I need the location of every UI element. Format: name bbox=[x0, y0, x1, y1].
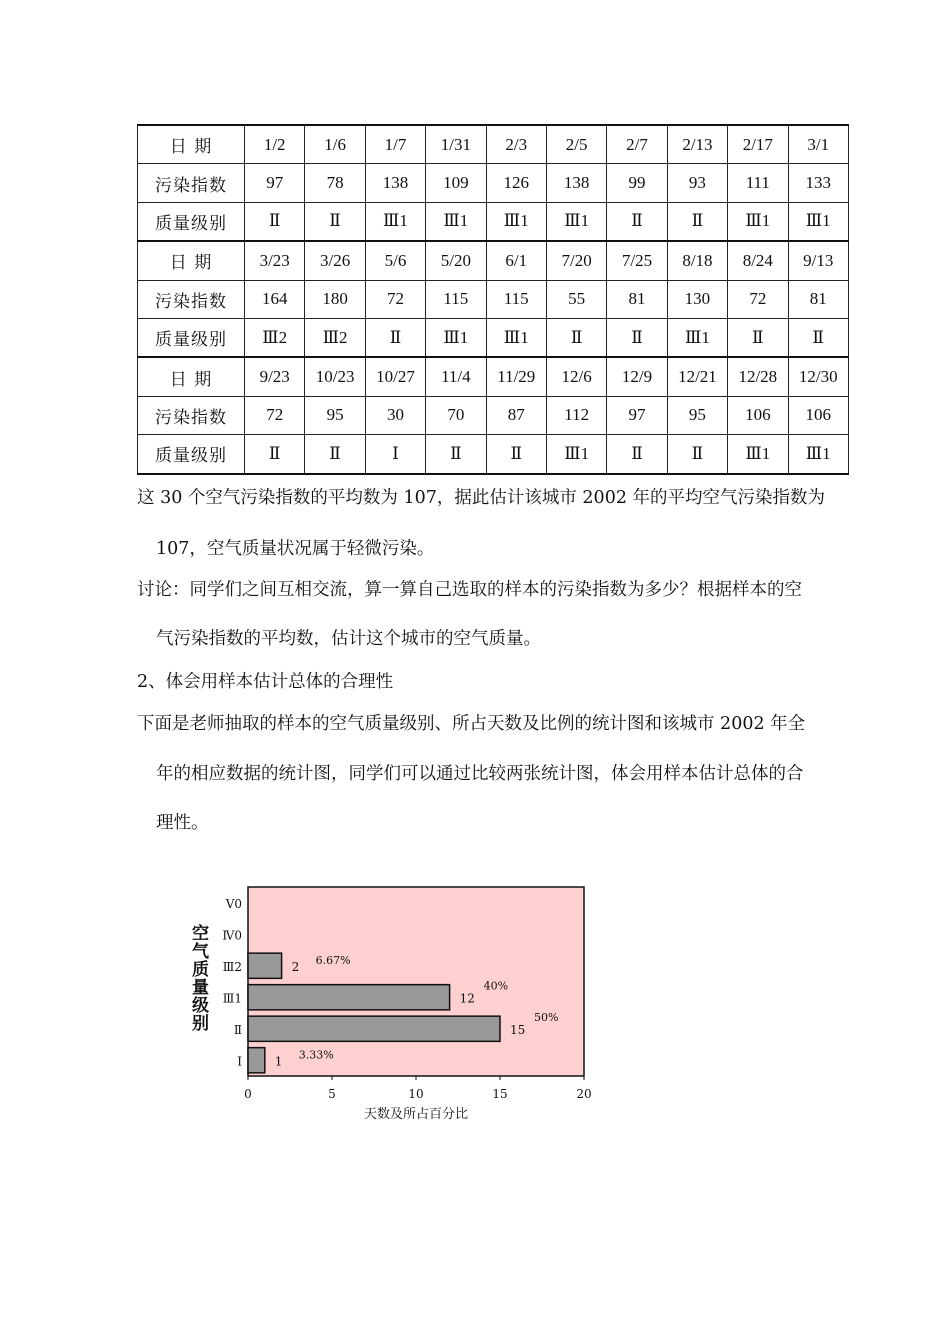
table-cell: 12/9 bbox=[607, 357, 667, 396]
table-cell: 126 bbox=[486, 164, 546, 202]
discussion-line-2: 气污染指数的平均数，估计这个城市的空气质量。 bbox=[156, 629, 541, 649]
table-cell: Ⅱ bbox=[305, 202, 365, 241]
row-header-level: 质量级别 bbox=[138, 435, 245, 474]
table-cell: 70 bbox=[426, 396, 486, 434]
table-cell: Ⅲ2 bbox=[305, 318, 365, 357]
bar bbox=[248, 953, 282, 978]
x-tick-label: 15 bbox=[492, 1087, 508, 1101]
bar bbox=[248, 1048, 265, 1073]
table-cell: Ⅲ1 bbox=[788, 202, 848, 241]
bar bbox=[248, 985, 450, 1010]
table-row bbox=[138, 357, 849, 396]
table-cell: 6/1 bbox=[486, 241, 546, 280]
discussion-line-1: 讨论：同学们之间互相交流，算一算自己选取的样本的污染指数为多少？根据样本的空 bbox=[137, 580, 802, 600]
table-cell: 97 bbox=[607, 396, 667, 434]
table-cell: 99 bbox=[607, 164, 667, 202]
section-heading: 2、体会用样本估计总体的合理性 bbox=[137, 672, 394, 692]
table-cell: 72 bbox=[245, 396, 305, 434]
x-tick-label: 10 bbox=[408, 1087, 424, 1101]
table-cell: Ⅲ1 bbox=[365, 202, 425, 241]
row-header-level: 质量级别 bbox=[138, 202, 245, 241]
table-cell: 2/5 bbox=[546, 125, 606, 164]
table-cell: 138 bbox=[546, 164, 606, 202]
table-cell: 1/7 bbox=[365, 125, 425, 164]
table-cell: 10/23 bbox=[305, 357, 365, 396]
table-cell: 106 bbox=[728, 396, 788, 434]
bar bbox=[248, 1016, 500, 1041]
table-cell: 81 bbox=[607, 280, 667, 318]
table-row bbox=[138, 241, 849, 280]
table-cell: Ⅲ1 bbox=[728, 435, 788, 474]
table-cell: 11/29 bbox=[486, 357, 546, 396]
row-header-date: 日 期 bbox=[138, 125, 245, 164]
table-cell: Ⅱ bbox=[245, 435, 305, 474]
table-cell: Ⅰ bbox=[365, 435, 425, 474]
table-cell: 1/6 bbox=[305, 125, 365, 164]
table-cell: 7/25 bbox=[607, 241, 667, 280]
table-cell: Ⅲ1 bbox=[486, 318, 546, 357]
row-header-level: 质量级别 bbox=[138, 318, 245, 357]
table-cell: 12/21 bbox=[667, 357, 727, 396]
table-cell: Ⅱ bbox=[788, 318, 848, 357]
table-cell: 3/23 bbox=[245, 241, 305, 280]
table-cell: 133 bbox=[788, 164, 848, 202]
intro-line-1: 下面是老师抽取的样本的空气质量级别、所占天数及比例的统计图和该城市 2002 年全 bbox=[137, 714, 806, 734]
table-cell: Ⅲ1 bbox=[546, 435, 606, 474]
bar-value-label: 2 bbox=[291, 959, 300, 974]
table-cell: Ⅱ bbox=[728, 318, 788, 357]
table-cell: 78 bbox=[305, 164, 365, 202]
table-cell: Ⅱ bbox=[607, 202, 667, 241]
table-cell: 2/13 bbox=[667, 125, 727, 164]
bar-value-label: 12 bbox=[459, 991, 475, 1006]
bar-percent-label: 50% bbox=[534, 1010, 559, 1024]
table-cell: 7/20 bbox=[546, 241, 606, 280]
table-cell: Ⅱ bbox=[607, 435, 667, 474]
table-row bbox=[138, 396, 849, 434]
x-tick-label: 20 bbox=[576, 1087, 592, 1101]
table-cell: Ⅲ1 bbox=[667, 318, 727, 357]
table-row bbox=[138, 125, 849, 164]
air-quality-bar-chart bbox=[180, 880, 620, 1130]
y-axis-title: 空气质量级别 bbox=[188, 924, 208, 1032]
table-cell: 115 bbox=[426, 280, 486, 318]
table-cell: Ⅲ1 bbox=[788, 435, 848, 474]
table-cell: Ⅲ1 bbox=[426, 318, 486, 357]
table-cell: 95 bbox=[667, 396, 727, 434]
table-cell: 55 bbox=[546, 280, 606, 318]
table-cell: 93 bbox=[667, 164, 727, 202]
x-tick-label: 5 bbox=[328, 1087, 336, 1101]
table-cell: 9/23 bbox=[245, 357, 305, 396]
table-cell: 138 bbox=[365, 164, 425, 202]
table-cell: 130 bbox=[667, 280, 727, 318]
table-cell: 72 bbox=[728, 280, 788, 318]
table-cell: Ⅲ2 bbox=[245, 318, 305, 357]
row-header-index: 污染指数 bbox=[138, 280, 245, 318]
table-cell: Ⅲ1 bbox=[546, 202, 606, 241]
table-cell: 81 bbox=[788, 280, 848, 318]
y-tick-label: Ⅳ0 bbox=[222, 928, 242, 943]
table-cell: Ⅲ1 bbox=[426, 202, 486, 241]
y-tick-label: Ⅲ2 bbox=[222, 959, 242, 974]
table-cell: Ⅱ bbox=[667, 202, 727, 241]
y-tick-label: Ⅱ bbox=[233, 1022, 242, 1037]
table-cell: 12/6 bbox=[546, 357, 606, 396]
x-tick-label: 0 bbox=[244, 1087, 252, 1101]
intro-line-3: 理性。 bbox=[156, 813, 209, 833]
summary-line-1: 这 30 个空气污染指数的平均数为 107，据此估计该城市 2002 年的平均空气污染指数为 bbox=[137, 488, 826, 508]
table-cell: Ⅱ bbox=[245, 202, 305, 241]
bar-value-label: 1 bbox=[274, 1054, 283, 1069]
table-cell: 8/24 bbox=[728, 241, 788, 280]
table-cell: Ⅲ1 bbox=[728, 202, 788, 241]
table-cell: 72 bbox=[365, 280, 425, 318]
table-cell: 2/7 bbox=[607, 125, 667, 164]
table-cell: 87 bbox=[486, 396, 546, 434]
table-row bbox=[138, 280, 849, 318]
table-cell: 180 bbox=[305, 280, 365, 318]
x-axis-title: 天数及所占百分比 bbox=[363, 1107, 469, 1122]
table-cell: 12/30 bbox=[788, 357, 848, 396]
row-header-date: 日 期 bbox=[138, 357, 245, 396]
table-cell: 10/27 bbox=[365, 357, 425, 396]
table-cell: 1/31 bbox=[426, 125, 486, 164]
row-header-date: 日 期 bbox=[138, 241, 245, 280]
table-cell: Ⅱ bbox=[365, 318, 425, 357]
table-cell: 115 bbox=[486, 280, 546, 318]
table-cell: 8/18 bbox=[667, 241, 727, 280]
row-header-index: 污染指数 bbox=[138, 164, 245, 202]
table-cell: 111 bbox=[728, 164, 788, 202]
summary-line-2: 107，空气质量状况属于轻微污染。 bbox=[156, 539, 435, 559]
row-header-index: 污染指数 bbox=[138, 396, 245, 434]
table-cell: 5/6 bbox=[365, 241, 425, 280]
table-cell: 3/26 bbox=[305, 241, 365, 280]
table-cell: 109 bbox=[426, 164, 486, 202]
y-tick-label: Ⅰ bbox=[237, 1054, 242, 1069]
table-row bbox=[138, 164, 849, 202]
table-cell: Ⅲ1 bbox=[486, 202, 546, 241]
table-cell: Ⅱ bbox=[305, 435, 365, 474]
table-cell: Ⅱ bbox=[426, 435, 486, 474]
bar-value-label: 15 bbox=[510, 1022, 526, 1037]
table-cell: 30 bbox=[365, 396, 425, 434]
table-cell: 2/17 bbox=[728, 125, 788, 164]
table-cell: 164 bbox=[245, 280, 305, 318]
table-cell: Ⅱ bbox=[546, 318, 606, 357]
pollution-data-table bbox=[137, 124, 849, 475]
bar-percent-label: 40% bbox=[483, 979, 509, 993]
table-cell: 5/20 bbox=[426, 241, 486, 280]
table-cell: Ⅱ bbox=[486, 435, 546, 474]
table-cell: 11/4 bbox=[426, 357, 486, 396]
table-row bbox=[138, 435, 849, 474]
table-row bbox=[138, 318, 849, 357]
table-cell: 3/1 bbox=[788, 125, 848, 164]
table-cell: 106 bbox=[788, 396, 848, 434]
bar-percent-label: 6.67% bbox=[315, 953, 351, 967]
table-cell: Ⅱ bbox=[607, 318, 667, 357]
table-row bbox=[138, 202, 849, 241]
table-cell: Ⅱ bbox=[667, 435, 727, 474]
y-tick-label: Ⅲ1 bbox=[222, 991, 242, 1006]
table-cell: 12/28 bbox=[728, 357, 788, 396]
bar-percent-label: 3.33% bbox=[298, 1048, 334, 1062]
intro-line-2: 年的相应数据的统计图，同学们可以通过比较两张统计图，体会用样本估计总体的合 bbox=[156, 764, 804, 784]
table-cell: 95 bbox=[305, 396, 365, 434]
table-cell: 112 bbox=[546, 396, 606, 434]
table-cell: 2/3 bbox=[486, 125, 546, 164]
table-cell: 97 bbox=[245, 164, 305, 202]
y-tick-label: Ⅴ0 bbox=[225, 896, 242, 911]
table-cell: 1/2 bbox=[245, 125, 305, 164]
table-cell: 9/13 bbox=[788, 241, 848, 280]
